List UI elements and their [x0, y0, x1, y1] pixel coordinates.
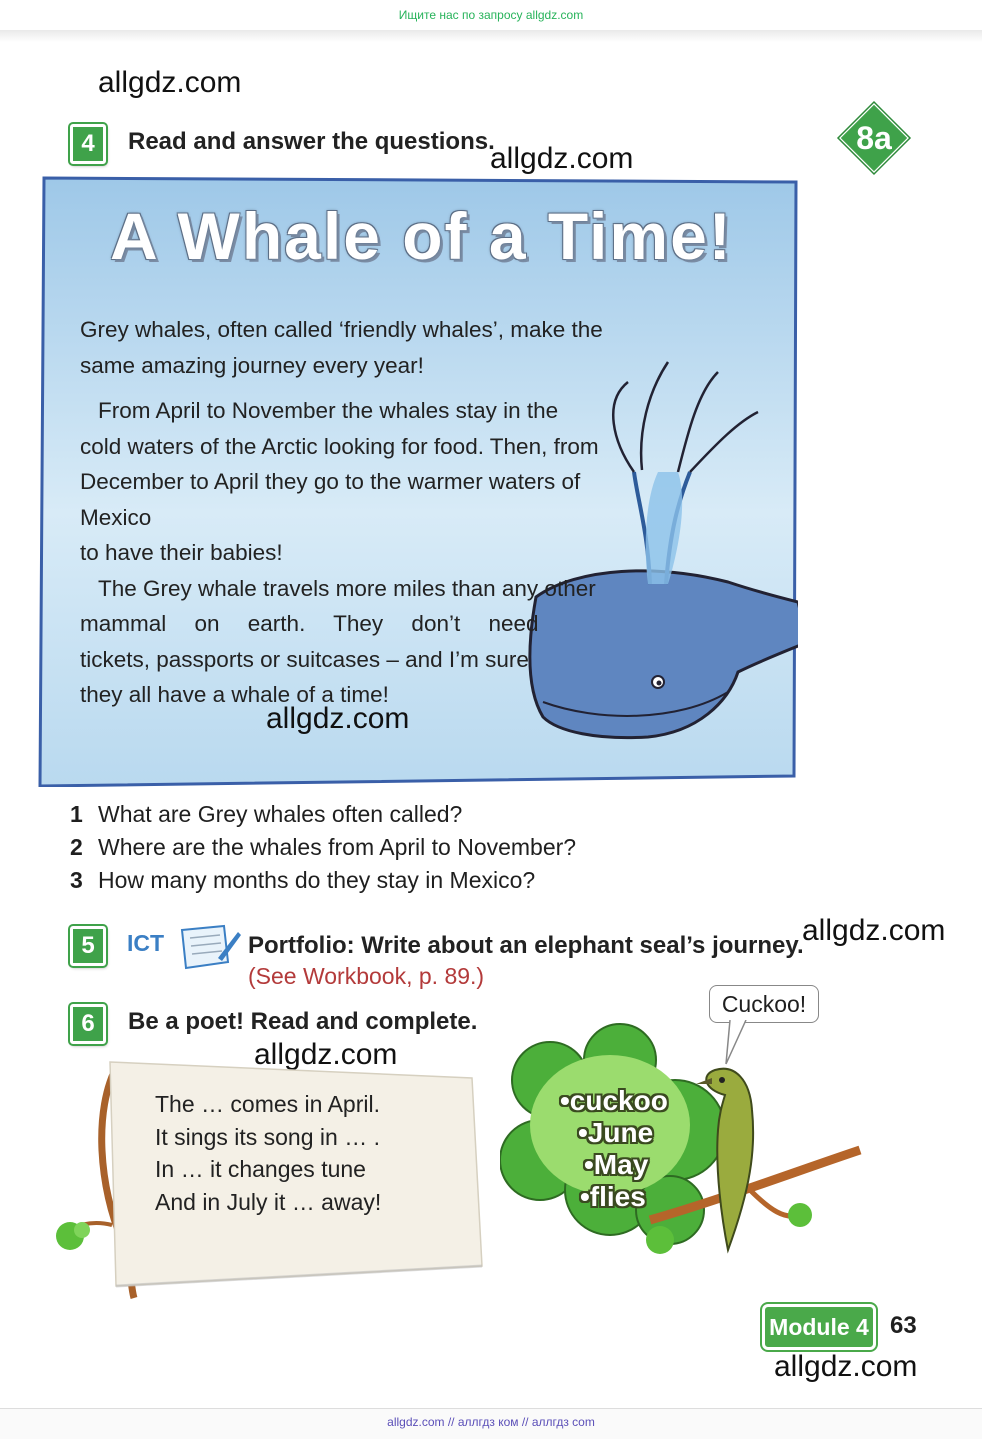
exercise-5-heading: Portfolio: Write about an elephant seal’s journey.: [248, 932, 804, 959]
question-item: 1 What are Grey whales often called?: [70, 801, 463, 827]
exercise-number-6: 6: [70, 1004, 106, 1044]
watermark: allgdz.com: [266, 702, 410, 735]
speech-bubble: Cuckoo!: [709, 985, 819, 1023]
page-number: 63: [890, 1312, 917, 1339]
question-item: 3 How many months do they stay in Mexico?: [70, 867, 536, 893]
story-line: tickets, passports or suitcases – and I’m sure: [80, 646, 529, 672]
watermark: allgdz.com: [98, 66, 242, 99]
story-text: [80, 312, 640, 713]
poem-line: In … it changes tune: [155, 1156, 366, 1182]
story-line: to have their babies!: [80, 540, 283, 565]
story-line: December to April they go to the warmer waters of Mexico: [80, 469, 581, 530]
exercise-number-4: 4: [70, 124, 106, 164]
story-line: they all have a whale of a time!: [80, 682, 389, 707]
module-badge: Module 4: [762, 1304, 876, 1350]
footer-links[interactable]: allgdz.com // аллгдз ком // аллгдз com: [0, 1408, 982, 1439]
word-bank-item: •cuckoo: [560, 1085, 668, 1116]
word-bank-item: •flies: [580, 1181, 646, 1212]
workbook-reference[interactable]: (See Workbook, p. 89.): [248, 963, 485, 989]
word-bank-item: •June: [578, 1117, 654, 1148]
story-line: same amazing journey every year!: [80, 352, 424, 378]
unit-badge-label: 8a: [856, 120, 892, 156]
story-title: A Whale of a Time!: [110, 199, 733, 273]
story-line: Grey whales, often called ‘friendly whales’, make the: [80, 317, 603, 342]
watermark: allgdz.com: [490, 142, 634, 175]
poem-line: It sings its song in … .: [155, 1123, 380, 1150]
word-bank: [560, 1085, 668, 1213]
poem-text: [155, 1088, 381, 1218]
question-list: [70, 798, 576, 897]
exercise-number-5: 5: [70, 926, 106, 966]
story-line: The Grey whale travels more miles than any other: [98, 575, 596, 601]
story-line: mammal on earth. They don’t need: [80, 611, 539, 636]
unit-badge: [836, 100, 912, 176]
story-line: From April to November the whales stay in the: [98, 398, 559, 423]
top-banner[interactable]: Ищите нас по запросу allgdz.com: [398, 8, 584, 22]
question-item: 2 Where are the whales from April to November?: [70, 834, 577, 860]
speech-bubble-tail: [724, 1020, 754, 1066]
watermark: allgdz.com: [802, 914, 946, 947]
cuckoo-illustration: [500, 1020, 870, 1270]
watermark: allgdz.com: [254, 1038, 398, 1071]
watermark: allgdz.com: [774, 1350, 918, 1383]
poem-line: The … comes in April.: [155, 1091, 380, 1117]
story-line: cold waters of the Arctic looking for food. Then, from: [80, 433, 599, 459]
poem-line: And in July it … away!: [155, 1188, 382, 1215]
word-bank-item: •May: [584, 1149, 649, 1180]
top-divider: [0, 30, 982, 42]
exercise-6-heading: Be a poet! Read and complete.: [128, 1008, 478, 1035]
exercise-4-heading: Read and answer the questions.: [128, 128, 495, 155]
ict-tag: ICT: [127, 930, 165, 956]
portfolio-icon: [178, 922, 242, 972]
